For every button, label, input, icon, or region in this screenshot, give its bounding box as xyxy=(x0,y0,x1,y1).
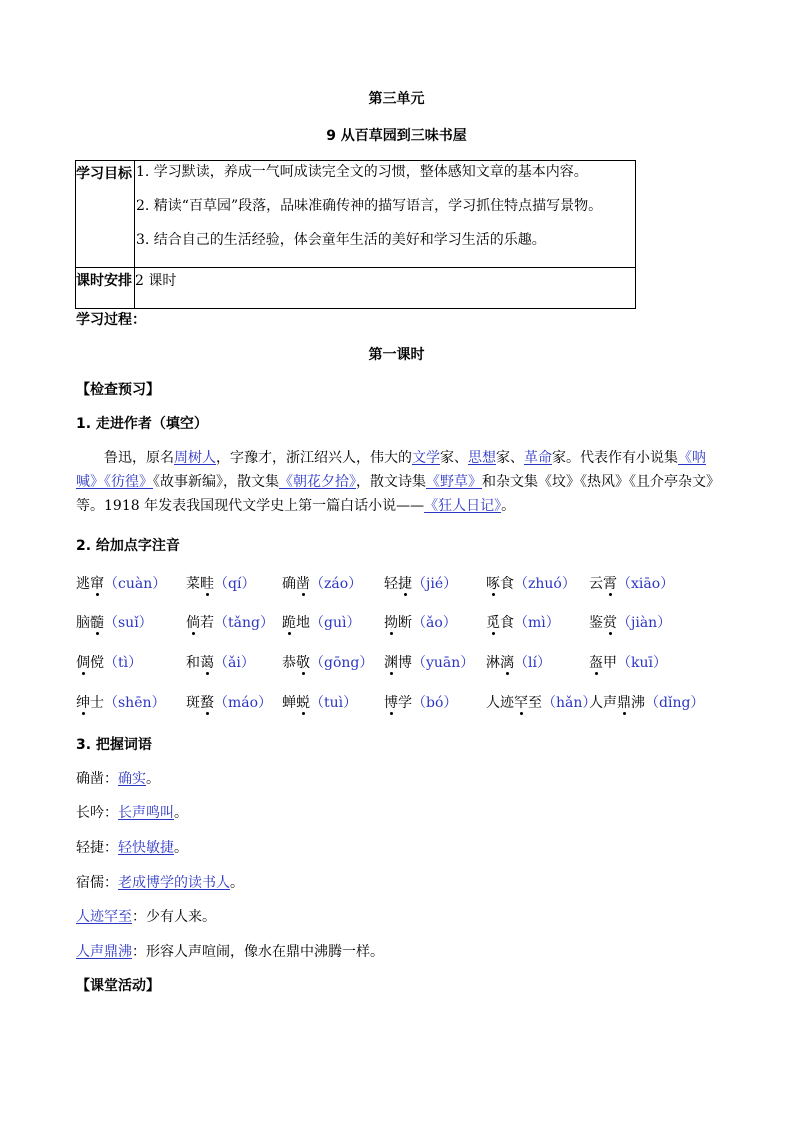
pinyin-word: 逃窜 xyxy=(76,576,104,592)
pinyin-word: 鉴赏 xyxy=(589,615,617,631)
pinyin-word: 拗断 xyxy=(384,615,412,631)
lesson-title: 9 从百草园到三味书屋 xyxy=(326,128,467,144)
pinyin-answer: （ǎi） xyxy=(214,655,255,671)
pinyin-item xyxy=(186,692,272,712)
pinyin-answer: （tì） xyxy=(104,655,143,671)
pinyin-answer: （kuī） xyxy=(617,655,667,671)
q3-heading: 3. 把握词语 xyxy=(76,737,152,753)
pinyin-answer: （bó） xyxy=(412,695,458,711)
pinyin-answer: （lí） xyxy=(514,655,551,671)
pinyin-answer: （mì） xyxy=(514,615,560,631)
pinyin-item xyxy=(282,652,373,672)
answer-blank: 思想 xyxy=(468,450,496,466)
pinyin-answer: （yuān） xyxy=(412,655,475,671)
answer-blank: 《朝花夕拾》 xyxy=(279,474,356,490)
pinyin-item xyxy=(186,652,255,672)
pinyin-word: 人迹罕至 xyxy=(486,695,542,711)
pinyin-word: 觅食 xyxy=(486,615,514,631)
pinyin-answer: （ǎo） xyxy=(412,615,457,631)
pinyin-answer: （xiāo） xyxy=(617,576,675,592)
pinyin-item xyxy=(384,612,457,632)
pinyin-answer: （tuì） xyxy=(310,695,358,711)
pinyin-word: 和蔼 xyxy=(186,655,214,671)
pinyin-answer: （dǐng） xyxy=(645,695,705,711)
vocab-item: 人迹罕至：少有人来。 xyxy=(76,909,216,925)
activity-heading: 【课堂活动】 xyxy=(76,978,160,994)
vocab-item: 长吟：长声鸣叫。 xyxy=(76,805,188,821)
preview-heading: 【检查预习】 xyxy=(76,382,160,398)
pinyin-row xyxy=(76,573,716,595)
schedule-label: 课时安排 xyxy=(76,268,135,309)
pinyin-word: 确凿 xyxy=(282,576,310,592)
pinyin-answer: （cuàn） xyxy=(104,576,167,592)
pinyin-word: 淋漓 xyxy=(486,655,514,671)
pinyin-answer: （shēn） xyxy=(104,695,166,711)
pinyin-row xyxy=(76,692,716,714)
pinyin-answer: （gōng） xyxy=(310,655,374,671)
pinyin-row xyxy=(76,652,716,674)
pinyin-item xyxy=(186,573,255,593)
pinyin-word: 蝉蜕 xyxy=(282,695,310,711)
pinyin-answer: （guì） xyxy=(310,615,361,631)
answer-blank: 《野草》 xyxy=(426,474,482,490)
goal-item: 2. 精读“百草园”段落，品味准确传神的描写语言，学习抓住特点描写景物。 xyxy=(136,198,603,214)
pinyin-word: 盔甲 xyxy=(589,655,617,671)
pinyin-item xyxy=(486,652,551,672)
vocab-item: 轻捷：轻快敏捷。 xyxy=(76,840,188,856)
pinyin-word: 菜畦 xyxy=(186,576,214,592)
pinyin-answer: （qí） xyxy=(214,576,256,592)
pinyin-item xyxy=(486,612,560,632)
answer-blank: 周树人 xyxy=(174,450,216,466)
pinyin-answer: （tǎng） xyxy=(214,615,274,631)
pinyin-item xyxy=(589,612,671,632)
answer-blank: 革命 xyxy=(524,450,552,466)
goal-item: 3. 结合自己的生活经验，体会童年生活的美好和学习生活的乐趣。 xyxy=(136,232,546,248)
pinyin-word: 倜傥 xyxy=(76,655,104,671)
pinyin-word: 轻捷 xyxy=(384,576,412,592)
q2-heading: 2. 给加点字注音 xyxy=(76,538,180,554)
pinyin-answer: （máo） xyxy=(214,695,273,711)
unit-title: 第三单元 xyxy=(368,91,425,107)
q1-heading: 1. 走进作者（填空） xyxy=(76,416,208,432)
goal-item: 1. 学习默读，养成一气呵成读完全文的习惯，整体感知文章的基本内容。 xyxy=(136,164,588,180)
pinyin-item xyxy=(76,573,166,593)
pinyin-word: 云霄 xyxy=(589,576,617,592)
answer-blank: 《狂人日记》 xyxy=(424,498,502,514)
pinyin-row xyxy=(76,612,716,634)
pinyin-item xyxy=(589,692,704,712)
schedule-value: 2 课时 xyxy=(135,268,636,309)
pinyin-item xyxy=(589,573,674,593)
pinyin-word: 斑蝥 xyxy=(186,695,214,711)
vocab-item: 确凿：确实。 xyxy=(76,771,160,787)
pinyin-word: 脑髓 xyxy=(76,615,104,631)
pinyin-item xyxy=(384,692,457,712)
pinyin-answer: （jié） xyxy=(412,576,458,592)
pinyin-item xyxy=(76,612,153,632)
vocab-item: 宿儒：老成博学的读书人。 xyxy=(76,875,244,891)
pinyin-word: 渊博 xyxy=(384,655,412,671)
pinyin-word: 人声鼎沸 xyxy=(589,695,645,711)
process-label: 学习过程： xyxy=(76,312,146,328)
pinyin-word: 绅士 xyxy=(76,695,104,711)
pinyin-answer: （jiàn） xyxy=(617,615,672,631)
answer-blank: 文学 xyxy=(412,450,440,466)
lesson1-title: 第一课时 xyxy=(368,347,425,363)
pinyin-answer: （suǐ） xyxy=(104,615,153,631)
pinyin-word: 博学 xyxy=(384,695,412,711)
pinyin-item xyxy=(486,692,596,712)
pinyin-word: 啄食 xyxy=(486,576,514,592)
author-paragraph: 鲁迅，原名周树人，字豫才，浙江绍兴人，伟大的文学家、思想家、革命家。代表作有小说集《呐喊》《彷徨》《故事新编》，散文集《朝花夕拾》，散文诗集《野草》和杂文集《坟》《热风》《且介亭杂文》等。1918 年发表我国现代文学史上第一篇白话小说——《狂人日记》。 xyxy=(76,450,713,514)
pinyin-item xyxy=(282,573,362,593)
pinyin-item xyxy=(486,573,576,593)
pinyin-item xyxy=(76,652,142,672)
goals-table xyxy=(75,160,636,309)
pinyin-answer: （zhuó） xyxy=(514,576,576,592)
pinyin-word: 跪地 xyxy=(282,615,310,631)
pinyin-word: 恭敬 xyxy=(282,655,310,671)
answer-blank: 《呐喊》《彷徨》 xyxy=(76,450,706,490)
pinyin-answer: （hǎn） xyxy=(542,695,597,711)
pinyin-word: 倘若 xyxy=(186,615,214,631)
pinyin-item xyxy=(589,652,667,672)
vocab-item: 人声鼎沸：形容人声喧闹，像水在鼎中沸腾一样。 xyxy=(76,944,384,960)
pinyin-item xyxy=(384,573,457,593)
pinyin-item xyxy=(186,612,274,632)
goals-label: 学习目标 xyxy=(76,161,135,268)
pinyin-item xyxy=(282,612,360,632)
pinyin-item xyxy=(384,652,474,672)
pinyin-item xyxy=(282,692,357,712)
pinyin-answer: （záo） xyxy=(310,576,363,592)
pinyin-item xyxy=(76,692,166,712)
